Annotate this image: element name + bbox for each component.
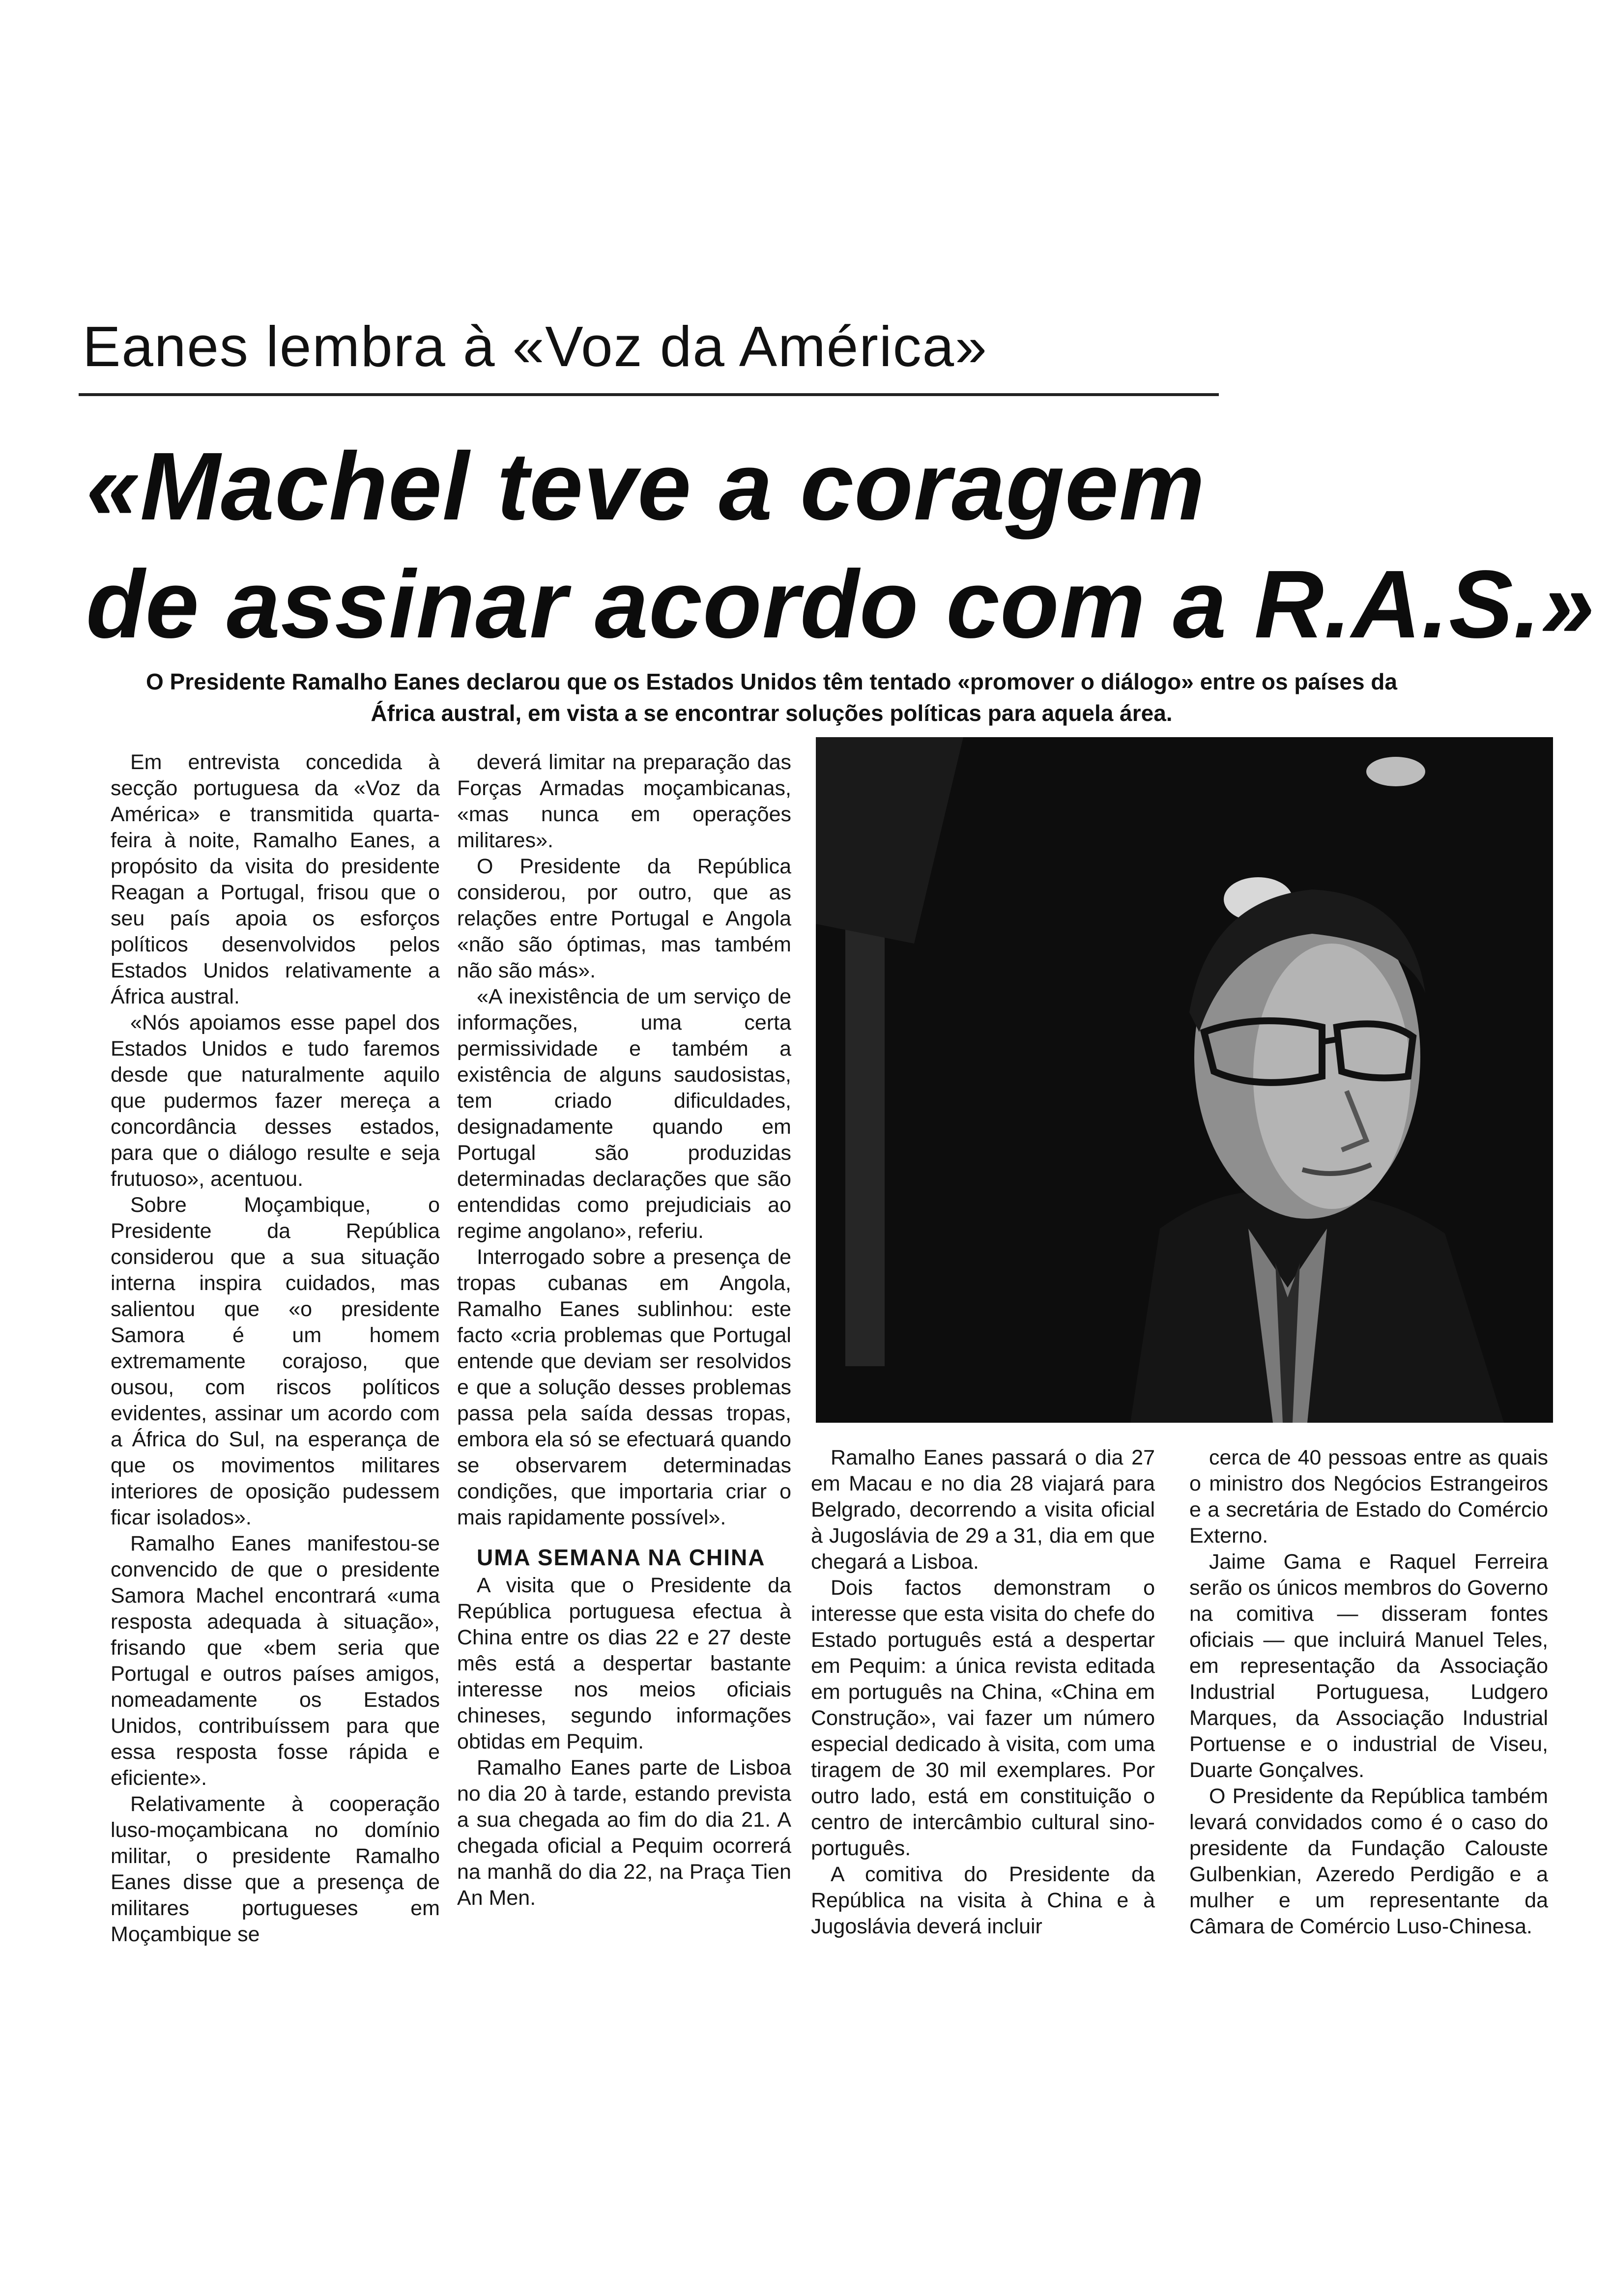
- column-3: [811, 1445, 1155, 1940]
- main-headline: [86, 428, 1595, 663]
- section-subhead: UMA SEMANA NA CHINA: [477, 1545, 766, 1570]
- paragraph: Sobre Moçambique, o Presidente da República considerou que a sua situação interna inspira cuidados, mas salientou que «o presidente Samora é um homem extremamente corajoso, que ousou, com riscos políticos evidentes, assinar um acordo com a África do Sul, na esperança de que os movimentos militares interiores de oposição pudessem ficar isolados».: [111, 1193, 440, 1529]
- column-1: [111, 749, 440, 1948]
- paragraph: Relativamente à cooperação luso-moçambicana no domínio militar, o presidente Ramalho Eanes disse que a presença de militares portugueses em Moçambique se: [111, 1792, 440, 1946]
- paragraph: «A inexistência de um serviço de informações, uma certa permissividade e também a existência de alguns saudosistas, tem criado dificuldades, designadamente quando em Portugal são produzidas determinadas declarações que são entendidas como prejudiciais ao regime angolano», referiu.: [457, 985, 791, 1243]
- paragraph: O Presidente da República também levará convidados como é o caso do presidente da Fundação Calouste Gulbenkian, Azeredo Perdigão e a mulher e um representante da Câmara de Comércio Luso-Chinesa.: [1189, 1784, 1548, 1938]
- paragraph: Jaime Gama e Raquel Ferreira serão os únicos membros do Governo na comitiva — disseram fontes oficiais — que incluirá Manuel Teles, em representação da Associação Industrial Portuguesa, Ludgero Marques, da Associação Industrial Portuense e o industrial de Viseu, Duarte Gonçalves.: [1189, 1550, 1548, 1782]
- kicker-headline: Eanes lembra à «Voz da América»: [83, 315, 988, 378]
- headline-line-2: de assinar acordo com a R.A.S.»: [86, 550, 1595, 658]
- paragraph: «Nós apoiamos esse papel dos Estados Unidos e tudo faremos desde que naturalmente aquilo que pudermos fazer mereça a concordância desses estados, para que o diálogo resulte e seja frutuoso», acentuou.: [111, 1011, 440, 1191]
- paragraph: Ramalho Eanes manifestou-se convencido de que o presidente Samora Machel encontrará «uma resposta adequada à situação», frisando que «bem seria que Portugal e outros países amigos, nomeadamente os Estados Unidos, contribuíssem para que essa resposta fosse rápida e eficiente».: [111, 1532, 440, 1790]
- column-2: [457, 749, 791, 1911]
- paragraph: Dois factos demonstram o interesse que esta visita do chefe do Estado português está a despertar em Pequim: a única revista editada em português na China, «China em Construção», vai fazer um número especial dedicado à visita, com uma tiragem de 30 mil exemplares. Por outro lado, está em constituição o centro de intercâmbio cultural sino-português.: [811, 1576, 1155, 1860]
- paragraph: A visita que o Presidente da República portuguesa efectua à China entre os dias 22 e 27 deste mês está a despertar bastante interesse nos meios oficiais chineses, segundo informações obtidas em Pequim.: [457, 1574, 791, 1753]
- column-4: [1189, 1445, 1548, 1940]
- paragraph: Em entrevista concedida à secção portuguesa da «Voz da América» e transmitida quarta-feira à noite, Ramalho Eanes, a propósito da visita do presidente Reagan a Portugal, frisou que o seu país apoia os esforços políticos desenvolvidos pelos Estados Unidos relativamente a África austral.: [111, 750, 440, 1008]
- headline-line-1: «Machel teve a coragem: [86, 432, 1206, 540]
- paragraph: deverá limitar na preparação das Forças Armadas moçambicanas, «mas nunca em operações militares».: [457, 750, 791, 852]
- paragraph: A comitiva do Presidente da República na visita à China e à Jugoslávia deverá incluir: [811, 1863, 1155, 1938]
- paragraph: O Presidente da República considerou, por outro, que as relações entre Portugal e Angola «não são óptimas, mas também não são más».: [457, 855, 791, 982]
- paragraph: Ramalho Eanes parte de Lisboa no dia 20 à tarde, estando prevista a sua chegada ao fim do dia 21. A chegada oficial a Pequim ocorrerá na manhã do dia 22, na Praça Tien An Men.: [457, 1756, 791, 1910]
- portrait-illustration: [816, 737, 1553, 1423]
- portrait-photo: [816, 737, 1553, 1423]
- kicker-rule: [79, 393, 1219, 396]
- paragraph: Ramalho Eanes passará o dia 27 em Macau e no dia 28 viajará para Belgrado, decorrendo a visita oficial à Jugoslávia de 29 a 31, dia em que chegará a Lisboa.: [811, 1446, 1155, 1574]
- lead-paragraph: O Presidente Ramalho Eanes declarou que os Estados Unidos têm tentado «promover o diálogo» entre os países da África austral, em vista a se encontrar soluções políticas para aquela área.: [146, 669, 1397, 726]
- paragraph: Interrogado sobre a presença de tropas cubanas em Angola, Ramalho Eanes sublinhou: este facto «cria problemas que Portugal entende que deviam ser resolvidos e que a solução desses problemas passa pela saída dessas tropas, embora ela só se efectuará quando se observarem determinadas condições, que importaria criar o mais rapidamente possível».: [457, 1245, 791, 1529]
- paragraph: cerca de 40 pessoas entre as quais o ministro dos Negócios Estrangeiros e a secretária de Estado do Comércio Externo.: [1189, 1446, 1548, 1548]
